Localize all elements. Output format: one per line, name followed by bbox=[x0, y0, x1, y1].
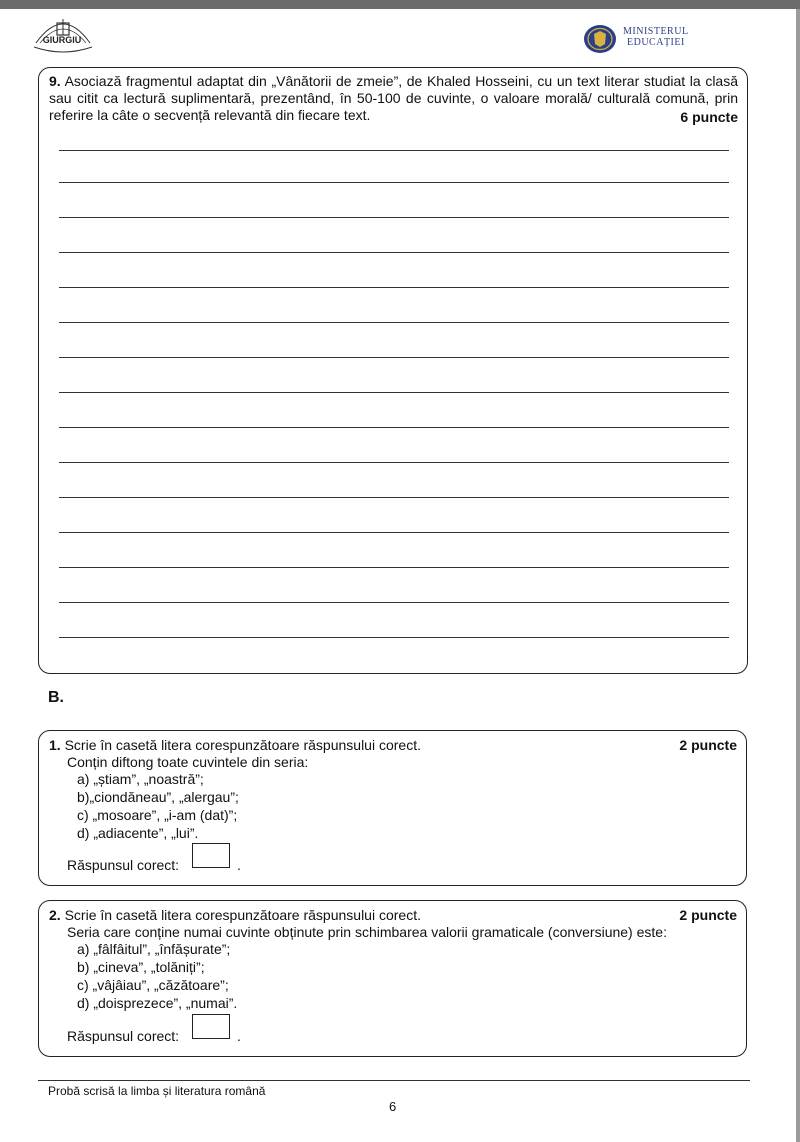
footer-divider bbox=[38, 1080, 750, 1081]
answer-period: . bbox=[237, 857, 241, 873]
ministry-logo bbox=[583, 24, 703, 54]
answer-box[interactable] bbox=[192, 843, 230, 868]
answer-line[interactable] bbox=[59, 637, 729, 638]
answer-line[interactable] bbox=[59, 602, 729, 603]
option-d: d) „doisprezece”, „numai”. bbox=[77, 995, 238, 1011]
answer-line[interactable] bbox=[59, 427, 729, 428]
answer-line[interactable] bbox=[59, 497, 729, 498]
answer-label: Răspunsul corect: bbox=[67, 1028, 180, 1044]
answer-line[interactable] bbox=[59, 182, 729, 183]
ministry-seal-icon bbox=[583, 24, 617, 54]
answer-line[interactable] bbox=[59, 357, 729, 358]
answer-line[interactable] bbox=[59, 150, 729, 151]
answer-line[interactable] bbox=[59, 567, 729, 568]
answer-line[interactable] bbox=[59, 392, 729, 393]
question-1-points: 2 puncte bbox=[679, 737, 737, 753]
page-edge bbox=[796, 9, 800, 1142]
isj-giurgiu-logo bbox=[30, 13, 96, 53]
footer-text: Probă scrisă la limba și literatura română bbox=[48, 1084, 266, 1098]
option-b: b) „cineva”, „tolăniți”; bbox=[77, 959, 205, 975]
question-2-points: 2 puncte bbox=[679, 907, 737, 923]
option-c: c) „vâjâiau”, „căzătoare”; bbox=[77, 977, 229, 993]
isj-logo-icon bbox=[30, 13, 96, 53]
option-c: c) „mosoare”, „i-am (dat)”; bbox=[77, 807, 238, 823]
option-b: b)„ciondăneau”, „alergau”; bbox=[77, 789, 239, 805]
answer-line[interactable] bbox=[59, 532, 729, 533]
question-9-points: 6 puncte bbox=[680, 109, 738, 125]
answer-box[interactable] bbox=[192, 1014, 230, 1039]
option-a: a) „știam”, „noastră”; bbox=[77, 771, 204, 787]
top-bar bbox=[0, 0, 800, 9]
question-2-statement: Seria care conține numai cuvinte obținute prin schimbarea valorii gramaticale (conversiune) este: bbox=[67, 924, 667, 940]
section-b-heading: B. bbox=[48, 689, 64, 706]
answer-line[interactable] bbox=[59, 287, 729, 288]
question-1-box bbox=[38, 730, 747, 886]
page-number: 6 bbox=[389, 1099, 397, 1114]
question-1-statement: Conțin diftong toate cuvintele din seria: bbox=[67, 754, 309, 770]
answer-line[interactable] bbox=[59, 252, 729, 253]
question-2-box bbox=[38, 900, 747, 1057]
option-d: d) „adiacente”, „lui”. bbox=[77, 825, 199, 841]
answer-line[interactable] bbox=[59, 462, 729, 463]
logo-city-text: GIURGIU bbox=[42, 35, 82, 45]
question-9-text: 9. Asociază fragmentul adaptat din „Vânătorii de zmeie”, de Khaled Hosseini, cu un text literar studiat la clasă sau citit ca lectură suplimentară, prezentând, în 50-100 de cuvinte, o valoare morală/ culturală comună, prin referire la câte o secvență relevantă din fiecare text. bbox=[49, 73, 738, 123]
question-2-instruction: 2. Scrie în casetă litera corespunzătoare răspunsului corect. bbox=[49, 907, 421, 923]
answer-line[interactable] bbox=[59, 217, 729, 218]
answer-line[interactable] bbox=[59, 322, 729, 323]
ministry-name: MINISTERUL EDUCAȚIEI bbox=[623, 26, 689, 48]
answer-label: Răspunsul corect: bbox=[67, 857, 180, 873]
answer-period: . bbox=[237, 1028, 241, 1044]
question-1-instruction: 1. Scrie în casetă litera corespunzătoare răspunsului corect. bbox=[49, 737, 421, 753]
option-a: a) „fâlfâitul”, „înfășurate”; bbox=[77, 941, 231, 957]
question-9-box bbox=[38, 67, 748, 674]
